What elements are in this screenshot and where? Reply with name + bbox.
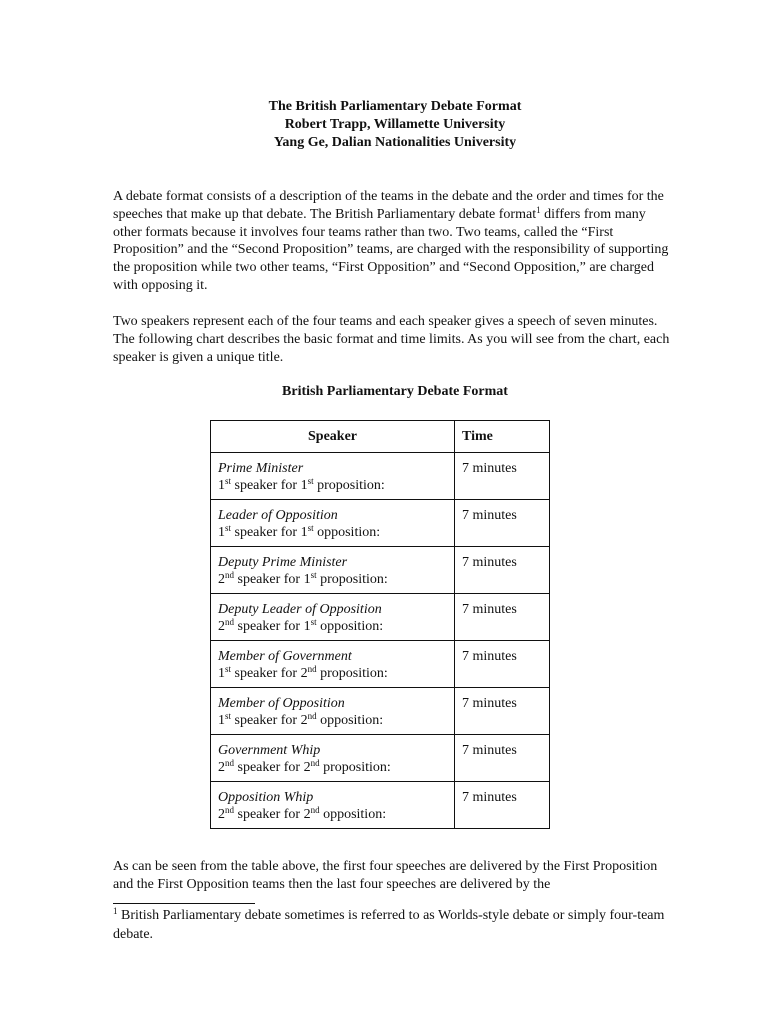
table-header-row	[211, 421, 550, 453]
speaker-role: Opposition Whip	[218, 790, 314, 805]
speaker-order: 2nd speaker for 2nd opposition:	[218, 805, 387, 822]
speaker-cell	[211, 782, 455, 829]
author-line-1: Robert Trapp, Willamette University	[284, 117, 506, 132]
speaker-order: 1st speaker for 2nd proposition:	[218, 664, 388, 681]
table-row	[211, 782, 550, 829]
table-title: British Parliamentary Debate Format	[282, 384, 508, 399]
debate-format-table	[210, 420, 550, 829]
speaker-role: Deputy Leader of Opposition	[218, 602, 382, 617]
time-cell: 7 minutes	[455, 547, 550, 594]
table-row	[211, 500, 550, 547]
speaker-cell	[211, 594, 455, 641]
time-cell: 7 minutes	[455, 594, 550, 641]
time-cell: 7 minutes	[455, 688, 550, 735]
footnote-text: British Parliamentary debate sometimes is referred to as Worlds-style debate or simply four-team debate.	[113, 908, 665, 942]
footnote	[113, 906, 673, 944]
intro-text-b: differs from many other formats because it involves four teams rather than two. Two teams, called the “First Proposition” and the “Second Proposition” teams, are charged with the responsibility of supporting the proposition while two other teams, “First Opposition” and “Second Opposition,” are charged with opposing it.	[113, 206, 669, 293]
table-row	[211, 641, 550, 688]
speaker-role: Member of Government	[218, 649, 352, 664]
speaker-cell	[211, 735, 455, 782]
table-body	[211, 453, 550, 829]
speaker-cell	[211, 500, 455, 547]
author-line-2: Yang Ge, Dalian Nationalities University	[273, 135, 517, 150]
speaker-order: 1st speaker for 1st proposition:	[218, 476, 385, 493]
speaker-role: Leader of Opposition	[218, 508, 338, 523]
time-cell: 7 minutes	[455, 782, 550, 829]
footnote-ref: 1	[536, 204, 541, 215]
speaker-cell	[211, 453, 455, 500]
intro-text-a: A debate format consists of a description of the teams in the debate and the order and times for the speeches that make up that debate. The British Parliamentary debate format	[113, 189, 664, 222]
time-cell: 7 minutes	[455, 641, 550, 688]
table-row	[211, 594, 550, 641]
speaker-role: Prime Minister	[218, 461, 304, 476]
speaker-cell	[211, 688, 455, 735]
speaker-role: Deputy Prime Minister	[218, 555, 348, 570]
document-title: The British Parliamentary Debate Format	[268, 99, 522, 114]
time-cell: 7 minutes	[455, 735, 550, 782]
table-row	[211, 735, 550, 782]
speaker-cell	[211, 641, 455, 688]
speaker-role: Member of Opposition	[218, 696, 345, 711]
speaker-order: 2nd speaker for 2nd proposition:	[218, 758, 391, 775]
speaker-order: 1st speaker for 1st opposition:	[218, 523, 381, 540]
closing-paragraph: As can be seen from the table above, the first four speeches are delivered by the First Proposition and the First Opposition teams then the last four speeches are delivered by the	[113, 859, 658, 892]
table-row	[211, 453, 550, 500]
title-block	[0, 98, 768, 152]
time-cell: 7 minutes	[455, 500, 550, 547]
speakers-paragraph: Two speakers represent each of the four teams and each speaker gives a speech of seven minutes. The following chart describes the basic format and time limits. As you will see from the chart, each speaker is given a unique title.	[113, 314, 670, 365]
speaker-order: 2nd speaker for 1st opposition:	[218, 617, 384, 634]
footnote-divider	[113, 903, 255, 904]
time-column-header: Time	[455, 421, 550, 453]
footnote-number: 1	[113, 906, 118, 916]
speaker-order: 1st speaker for 2nd opposition:	[218, 711, 384, 728]
speaker-role: Government Whip	[218, 743, 321, 758]
table-row	[211, 547, 550, 594]
speaker-order: 2nd speaker for 1st proposition:	[218, 570, 388, 587]
intro-paragraph	[113, 188, 673, 295]
speaker-cell	[211, 547, 455, 594]
time-cell: 7 minutes	[455, 453, 550, 500]
table-row	[211, 688, 550, 735]
speaker-column-header: Speaker	[211, 421, 455, 453]
